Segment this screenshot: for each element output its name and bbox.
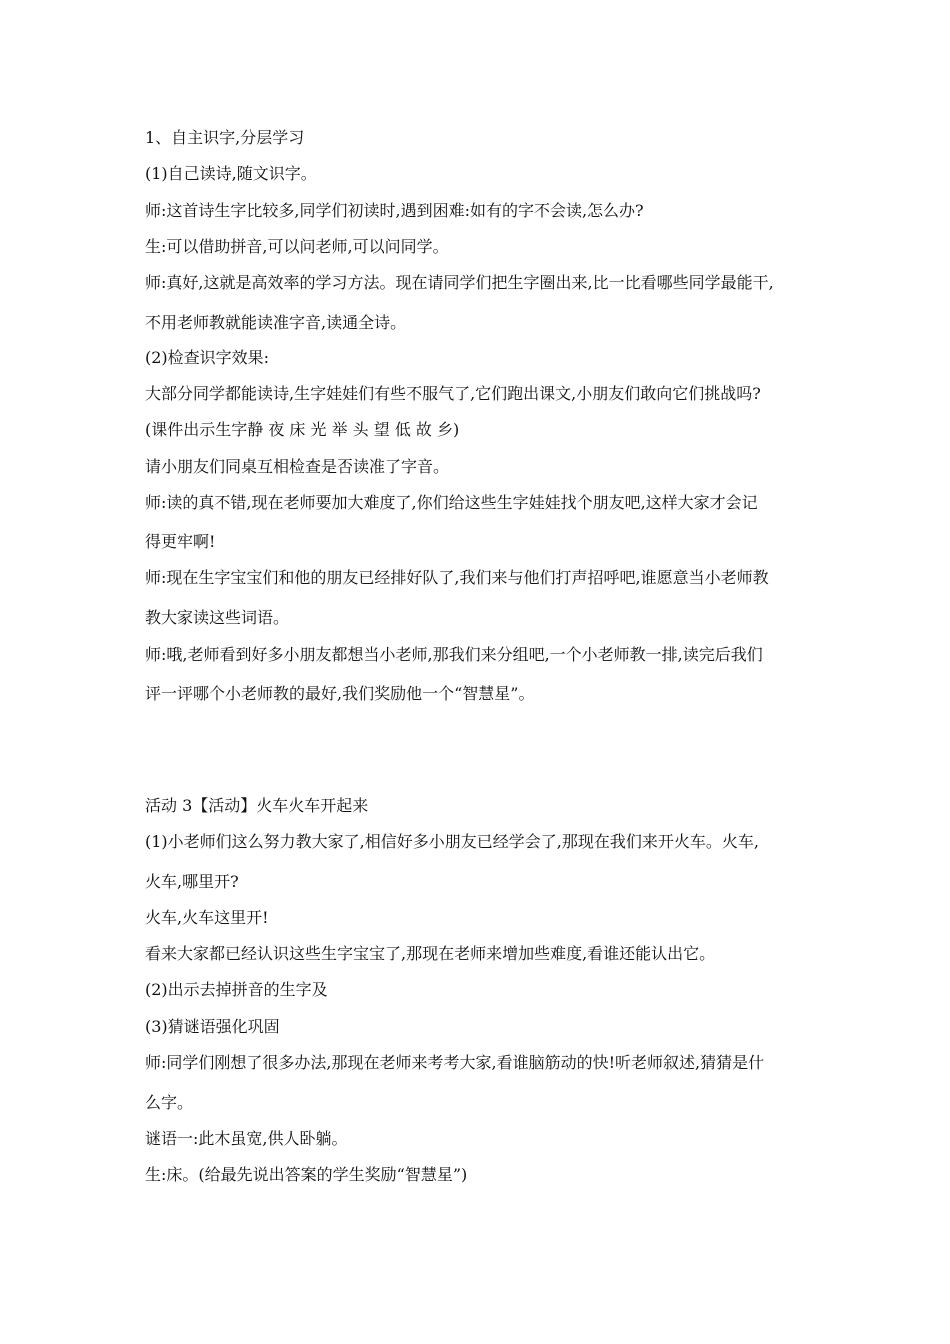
paragraph: 得更牢啊! [145,532,216,551]
paragraph: 师:哦,老师看到好多小朋友都想当小老师,那我们来分组吧,一个小老师教一排,读完后我们 [145,645,763,664]
paragraph: 谜语一:此木虽宽,供人卧躺。 [145,1129,348,1148]
paragraph: 看来大家都已经认识这些生字宝宝了,那现在老师来增加些难度,看谁还能认出它。 [145,944,716,963]
sub-heading: (2)出示去掉拼音的生字及 [145,980,328,999]
paragraph: 火车,哪里开? [145,872,239,891]
paragraph: 生:可以借助拼音,可以问老师,可以问同学。 [145,237,449,256]
paragraph: 评一评哪个小老师教的最好,我们奖励他一个“智慧星”。 [145,684,535,703]
section-heading: 1、自主识字,分层学习 [145,128,305,147]
paragraph: 不用老师教就能读准字音,读通全诗。 [145,313,407,332]
sub-heading: (3)猜谜语强化巩固 [145,1017,280,1036]
sub-heading: (1)自己读诗,随文识字。 [145,164,317,183]
paragraph: 师:这首诗生字比较多,同学们初读时,遇到困难:如有的字不会读,怎么办? [145,201,644,220]
paragraph: 师:真好,这就是高效率的学习方法。现在请同学们把生字圈出来,比一比看哪些同学最能干, [145,273,774,292]
paragraph: 火车,火车这里开! [145,908,269,927]
paragraph: 生:床。(给最先说出答案的学生奖励“智慧星”) [145,1165,468,1184]
paragraph: (1)小老师们这么努力教大家了,相信好多小朋友已经学会了,那现在我们来开火车。火车, [145,832,759,851]
paragraph: 教大家读这些词语。 [145,608,290,627]
paragraph: 请小朋友们同桌互相检查是否读准了字音。 [145,457,450,476]
section-heading: 活动 3【活动】火车火车开起来 [145,796,369,815]
paragraph: 大部分同学都能读诗,生字娃娃们有些不服气了,它们跑出课文,小朋友们敢向它们挑战吗? [145,384,761,403]
paragraph: 师:同学们刚想了很多办法,那现在老师来考考大家,看谁脑筋动的快!听老师叙述,猜猜是什 [145,1053,765,1072]
paragraph: 么字。 [145,1093,194,1112]
sub-heading: (2)检查识字效果: [145,348,270,367]
paragraph: 师:读的真不错,现在老师要加大难度了,你们给这些生字娃娃找个朋友吧,这样大家才会记 [145,493,758,512]
paragraph: (课件出示生字静 夜 床 光 举 头 望 低 故 乡) [145,420,460,439]
paragraph: 师:现在生字宝宝们和他的朋友已经排好队了,我们来与他们打声招呼吧,谁愿意当小老师教 [145,568,769,587]
